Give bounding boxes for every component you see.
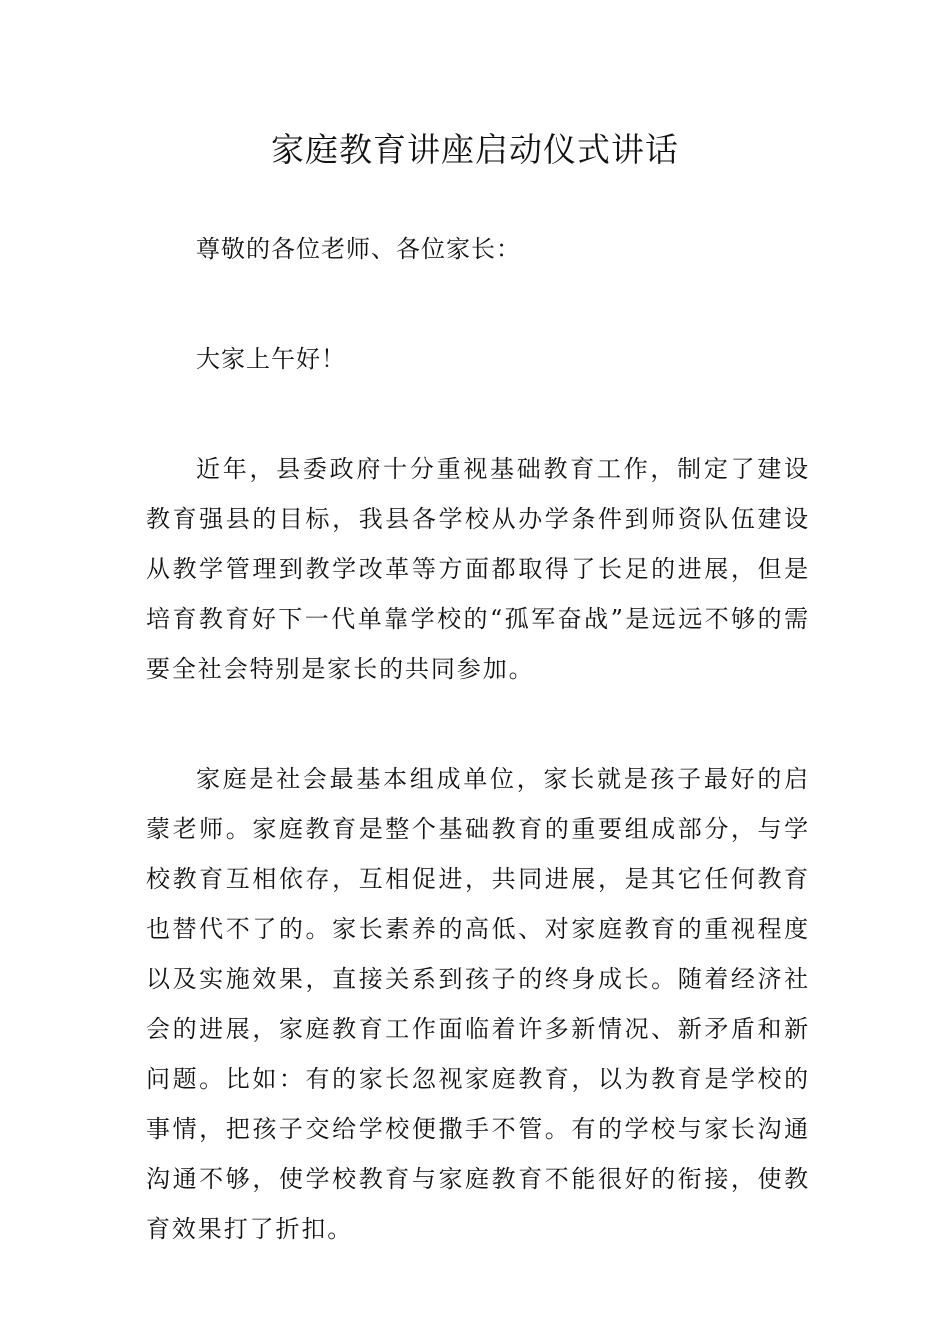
body-paragraph-2: 家庭是社会最基本组成单位，家长就是孩子最好的启蒙老师。家庭教育是整个基础教育的重要组成部分，与学校教育互相依存，互相促进，共同进展，是其它任何教育也替代不了的。家长素养的高低、对家庭教育的重视程度以及实施效果，直接关系到孩子的终身成长。随着经济社会的进展，家庭教育工作面临着许多新情况、新矛盾和新问题。比如：有的家长忽视家庭教育，以为教育是学校的事情，把孩子交给学校便撒手不管。有的学校与家长沟通沟通不够，使学校教育与家庭教育不能很好的衔接，使教育效果打了折扣。: [146, 765, 810, 1243]
salutation-line: 尊敬的各位老师、各位家长：: [196, 235, 521, 263]
body-paragraph-1: 近年，县委政府十分重视基础教育工作，制定了建设教育强县的目标，我县各学校从办学条件到师资队伍建设从教学管理到教学改革等方面都取得了长足的进展，但是培育教育好下一代单靠学校的“孤军奋战”是远远不够的需要全社会特别是家长的共同参加。: [146, 455, 810, 683]
greeting-line: 大家上午好！: [196, 345, 346, 373]
document-title: 家庭教育讲座启动仪式讲话: [271, 130, 679, 169]
document-body: [146, 224, 810, 1314]
